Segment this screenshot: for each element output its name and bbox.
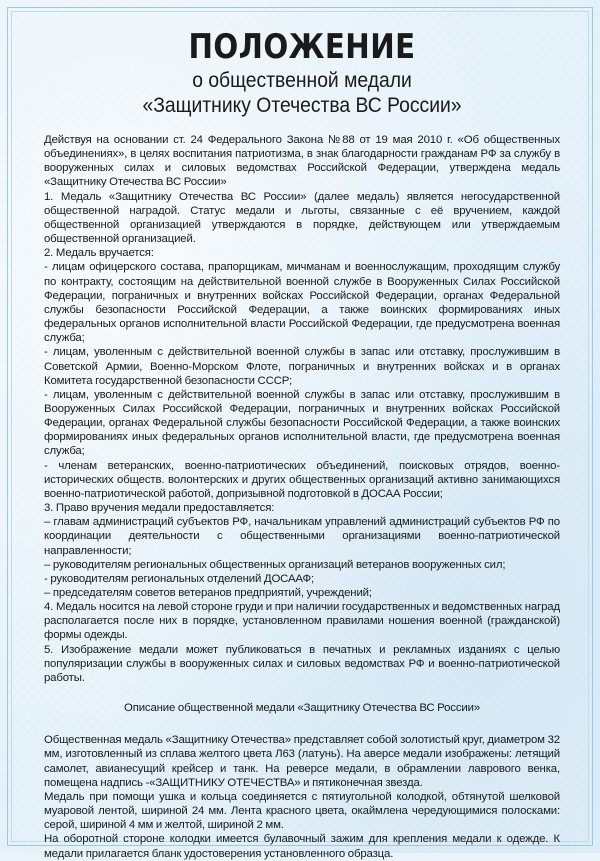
- clause-3-item-1: – главам администраций субъектов РФ, начальникам управлений администраций субъектов РФ по координации деятельности с общественными организациями военно-патриотической направленности;: [44, 516, 560, 557]
- clause-2-item-1: - лицам офицерского состава, прапорщикам, мичманам и военнослужащим, проходящим службу по контракту, состоящим на действительной военной службе в Вооруженных Силах Российской Федерации, пограничных и внутренних войсках Российской Федерации, органах Федеральной службы безопасности Российской Федерации, а также воинских формированиях иных федеральных органов исполнительной власти Российской Федерации, где предусмотрена военная служба;: [44, 261, 560, 345]
- clause-3-item-4: – председателям советов ветеранов предприятий, учреждений;: [44, 587, 372, 599]
- document-subtitle-line-1: о общественной медали: [192, 69, 412, 92]
- document-title: ПОЛОЖЕНИЕ: [188, 27, 416, 67]
- clause-4: 4. Медаль носится на левой стороне груди и при наличии государственных и ведомственных наград располагается после них в порядке, установленном правилами ношения военной (гражданской) формы одежды.: [44, 601, 560, 642]
- description-paragraph-1: Общественная медаль «Защитнику Отечества» представляет собой золотистый круг, диаметром 32 мм, изготовленный из сплава желтого цвета Л63 (латунь). На аверсе медали изображены: летящий самолет, авианесущий крейсер и танк. На реверсе медали, в обрамлении лаврового венка, помещена надпись -«ЗАЩИТНИКУ ОТЕЧЕСТВА» и пятиконечная звезда.: [44, 734, 560, 789]
- clause-3-item-3: - руководителям региональных отделений ДОСААФ;: [44, 572, 315, 585]
- clause-2-item-4: - членам ветеранских, военно-патриотических объединений, поисковых отрядов, военно-исторических обществ. волонтерских и других общественных организаций активно занимающихся военно-патриотической работой, допризывной подготовкой в ДОСАА России;: [44, 459, 560, 500]
- document-body: [44, 133, 560, 861]
- document-content: [44, 26, 560, 861]
- clause-2-item-3: - лицам, уволенным с действительной военной службы в запас или отставку, прослужившим в Вооруженных Силах Российской Федерации, пограничных и внутренних войсках Российской Федерации, органах Федеральной службы безопасности Российской Федерации, а также воинских формированиях иных федеральных органов исполнительной власти, где предусмотрена военная служба;: [44, 388, 560, 458]
- description-section-title: Описание общественной медали «Защитнику Отечества ВС России»: [123, 702, 481, 715]
- clause-2-item-2: - лицам, уволенным с действительной военной службы в запас или отставку, прослужившим в Советской Армии, Военно-Морском Флоте, пограничных и внутренних войсках и в органах Комитета государственной безопасности СССР;: [44, 346, 560, 387]
- description-paragraph-3: На оборотной стороне колодки имеется булавочный зажим для крепления медали к одежде. К медали прилагается бланк удостоверения установленного образца.: [44, 833, 560, 860]
- clause-3-item-2: – руководителям региональных общественных организаций ветеранов вооруженных сил;: [44, 558, 506, 571]
- description-paragraph-2: Медаль при помощи ушка и кольца соединяется с пятиугольной колодкой, обтянутой шелковой муаровой лентой, шириной 24 мм. Лента красного цвета, окаймлена чередующимися полосками: серой, шириной 4 мм и желтой, шириной 2 мм.: [44, 790, 560, 832]
- document-subtitle-line-2: «Защитнику Отечества ВС России»: [142, 94, 462, 117]
- clause-5: 5. Изображение медали может публиковаться в печатных и рекламных изданиях с целью популяризации службы в вооруженных силах и силовых ведомствах РФ и военно-патриотической работы.: [44, 643, 560, 684]
- preamble-paragraph: Действуя на основании ст. 24 Федерального Закона №88 от 19 мая 2010 г. «Об общественных объединениях», в целях воспитания патриотизма, в знак благодарности гражданам РФ за службу в вооруженных силах и силовых ведомствах Российской Федерации, утверждена медаль «Защитнику Отечества ВС России»: [44, 134, 560, 189]
- clause-1: 1. Медаль «Защитнику Отечества ВС России» (далее медаль) является негосударственной общественной наградой. Статус медали и льготы, связанные с её вручением, каждой общественной организацией утверждаются в порядке, действующем или утверждаемым общественной организацией.: [44, 190, 560, 246]
- clause-2-heading: 2. Медаль вручается:: [44, 247, 154, 260]
- clause-3-heading: 3. Право вручения медали предоставляется:: [44, 502, 275, 515]
